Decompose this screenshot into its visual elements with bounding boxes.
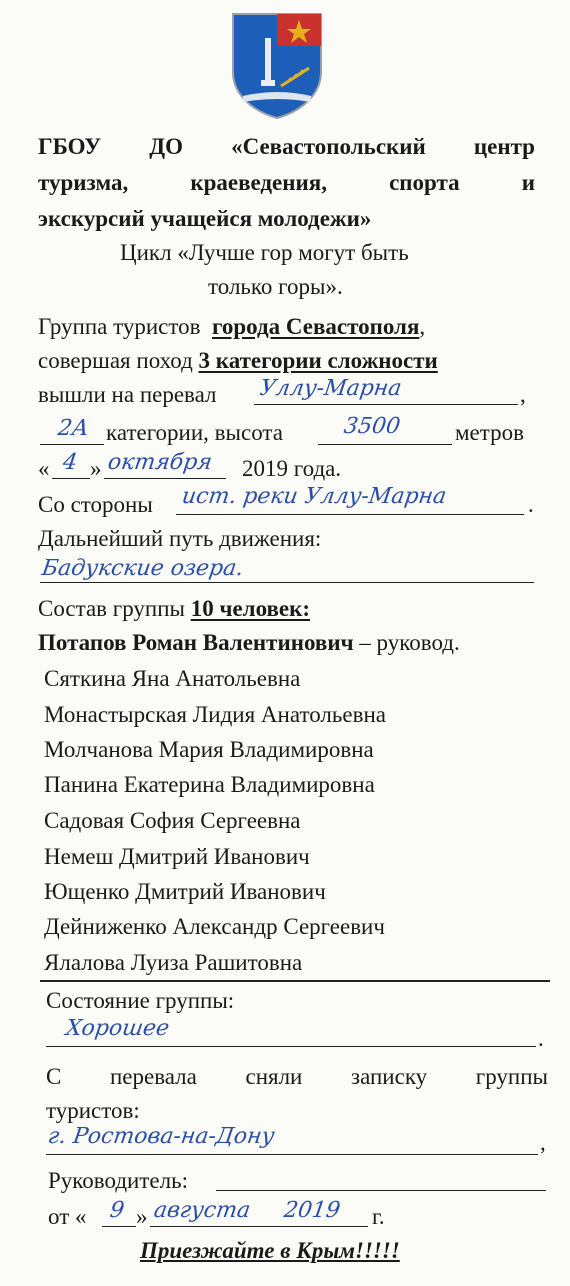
org-word: и <box>521 170 535 195</box>
day-value: 4 <box>61 450 79 475</box>
pass-category-value: 2А <box>56 416 91 441</box>
next-route-rule <box>40 582 534 583</box>
note-word: сняли <box>245 1064 303 1089</box>
category-height-label: категории, высота <box>106 420 283 445</box>
trip-line <box>38 346 438 376</box>
composition-line <box>38 594 310 624</box>
meters-label: метров <box>455 420 524 445</box>
note-line-2: туристов: <box>46 1098 140 1123</box>
member-name: Дейниженко Александр Сергеевич <box>44 914 385 939</box>
day-rule <box>52 478 90 479</box>
month-rule <box>104 478 226 479</box>
note-word: записку <box>351 1064 428 1089</box>
sign-day-rule <box>102 1226 136 1227</box>
leader-name: Потапов Роман Валентинович <box>38 630 354 655</box>
group-city: города Севастополя <box>212 314 420 339</box>
comma: , <box>520 382 526 407</box>
note-word: группы <box>475 1064 548 1089</box>
member-name: Садовая София Сергеевна <box>44 808 301 833</box>
month-value: октября <box>106 450 214 475</box>
leader-role: – руковод. <box>353 630 460 655</box>
group-line: Группа туристов города Севастополя, <box>38 314 426 339</box>
year-text: 2019 года. <box>242 456 342 481</box>
sign-month-rule <box>150 1226 368 1227</box>
leader-signature-label: Руководитель: <box>48 1168 188 1193</box>
sevastopol-coat-of-arms-icon <box>229 12 325 120</box>
date-open-quote: « <box>38 456 50 481</box>
org-word: ДО <box>149 134 183 159</box>
note-line-1 <box>46 1062 548 1092</box>
leader-line <box>38 628 460 658</box>
member-name: Немеш Дмитрий Иванович <box>44 844 310 869</box>
comma: , <box>540 1130 546 1155</box>
status-label: Состояние группы: <box>46 988 235 1013</box>
leader-signature-rule <box>216 1190 546 1191</box>
group-prefix: Группа туристов <box>38 314 201 339</box>
note-value: г. Ростова-на-Дону <box>46 1124 277 1149</box>
cycle-title-line-2: только горы». <box>208 274 343 299</box>
next-route-label: Дальнейший путь движения: <box>38 526 322 551</box>
org-word: туризма, <box>38 170 129 195</box>
side-label: Со стороны <box>38 492 153 517</box>
org-title-line-3: экскурсий учащейся молодежи» <box>38 206 372 231</box>
note-rule <box>46 1154 538 1155</box>
height-value: 3500 <box>342 414 402 439</box>
composition-count: 10 человек: <box>190 596 311 621</box>
period: . <box>538 1026 544 1051</box>
sign-year-value: 2019 <box>282 1198 342 1223</box>
member-name: Ялалова Луиза Рашитовна <box>44 950 303 975</box>
member-name: Панина Екатерина Владимировна <box>44 772 375 797</box>
pass-label: вышли на перевал <box>38 382 217 407</box>
period: . <box>528 492 534 517</box>
org-word: ГБОУ <box>38 134 102 159</box>
composition-prefix: Состав группы <box>38 596 185 621</box>
org-word: «Севастопольский <box>231 134 426 159</box>
pass-name-rule <box>254 404 518 405</box>
status-rule <box>46 1046 536 1047</box>
org-word: центр <box>473 134 535 159</box>
member-name: Молчанова Мария Владимировна <box>44 737 374 762</box>
next-route-value: Бадукские озера. <box>40 556 245 581</box>
date-close-quote: » <box>90 456 102 481</box>
sign-date-suffix: г. <box>372 1204 385 1229</box>
org-word: спорта <box>389 170 460 195</box>
sign-date-close-quote: » <box>136 1204 148 1229</box>
note-word: С <box>46 1064 62 1089</box>
member-name: Ющенко Дмитрий Иванович <box>44 879 326 904</box>
trip-category: 3 категории сложности <box>198 348 438 373</box>
height-rule <box>318 444 452 445</box>
status-value: Хорошее <box>64 1016 171 1041</box>
pass-category-rule <box>40 444 104 445</box>
sign-month-value: августа <box>152 1198 252 1223</box>
sign-date-prefix: от « <box>48 1204 87 1229</box>
member-name: Монастырская Лидия Анатольевна <box>44 702 386 727</box>
note-word: перевала <box>109 1064 197 1089</box>
pass-name-value: Уллу-Марна <box>258 376 404 401</box>
member-name: Сяткина Яна Анатольевна <box>44 666 301 691</box>
sign-day-value: 9 <box>108 1198 126 1223</box>
org-title-line-1 <box>38 132 535 162</box>
org-word: краеведения, <box>190 170 327 195</box>
trip-prefix: совершая поход <box>38 348 193 373</box>
cycle-title-line-1: Цикл «Лучше гор могут быть <box>120 240 409 265</box>
side-rule <box>176 514 524 515</box>
section-divider <box>40 980 550 982</box>
side-value: ист. реки Уллу-Марна <box>180 484 448 509</box>
org-title-line-2 <box>38 168 535 198</box>
footer-slogan: Приезжайте в Крым!!!!! <box>140 1238 400 1263</box>
